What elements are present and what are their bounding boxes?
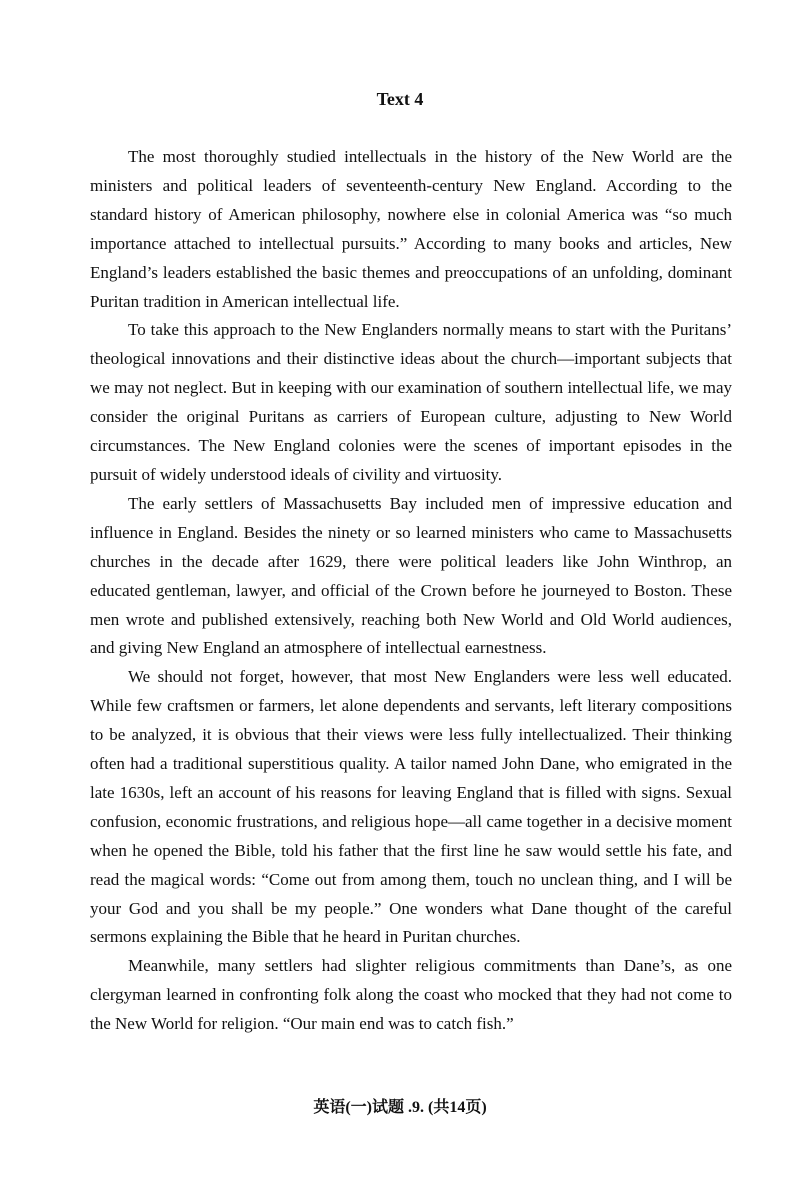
paragraph-3: The early settlers of Massachusetts Bay included men of impressive education and influence in England. Besides the ninety or so learned ministers who came to Massachusetts churches in the decade after 1629, there were political leaders like John Winthrop, an educated gentleman, lawyer, and official of the Crown before he journeyed to Boston. These men wrote and published extensively, reaching both New World and Old World audiences, and giving New England an atmosphere of intellectual earnestness. (90, 493, 732, 658)
paragraph-4: We should not forget, however, that most New Englanders were less well educated. While few craftsmen or farmers, let alone dependents and servants, left literary compositions to be analyzed, it is obvious that their views were less fully intellectualized. Their thinking often had a traditional superstitious quality. A tailor named John Dane, who emigrated in the late 1630s, left an account of his reasons for leaving England that is filled with signs. Sexual confusion, economic frustrations, and religious hope—all came together in a decisive moment when he opened the Bible, told his father that the first line he saw would settle his fate, and read the magical words: “Come out from among them, touch no unclean thing, and I will be your God and you shall be my people.” One wonders what Dane thought of the careful sermons explaining the Bible that he heard in Puritan churches. (90, 667, 732, 947)
paragraph-1: The most thoroughly studied intellectuals in the history of the New World are the ministers and political leaders of seventeenth-century New England. According to the standard history of American philosophy, nowhere else in colonial America was “so much importance attached to intellectual pursuits.” According to many books and articles, New England’s leaders established the basic themes and preoccupations of an unfolding, dominant Puritan tradition in American intellectual life. (90, 147, 732, 311)
passage-body (90, 143, 732, 1039)
paragraph-2: To take this approach to the New Englanders normally means to start with the Puritans’ theological innovations and their distinctive ideas about the church—important subjects that we may not neglect. But in keeping with our examination of southern intellectual life, we may consider the original Puritans as carriers of European culture, adjusting to New World circumstances. The New England colonies were the scenes of important episodes in the pursuit of widely understood ideals of civility and virtuosity. (90, 320, 732, 484)
section-title: Text 4 (376, 89, 424, 109)
page-footer: 英语(一)试题 .9. (共14页) (313, 1099, 487, 1116)
paragraph-5: Meanwhile, many settlers had slighter religious commitments than Dane’s, as one clergyman learned in confronting folk along the coast who mocked that they had not come to the New World for religion. “Our main end was to catch fish.” (90, 956, 732, 1034)
